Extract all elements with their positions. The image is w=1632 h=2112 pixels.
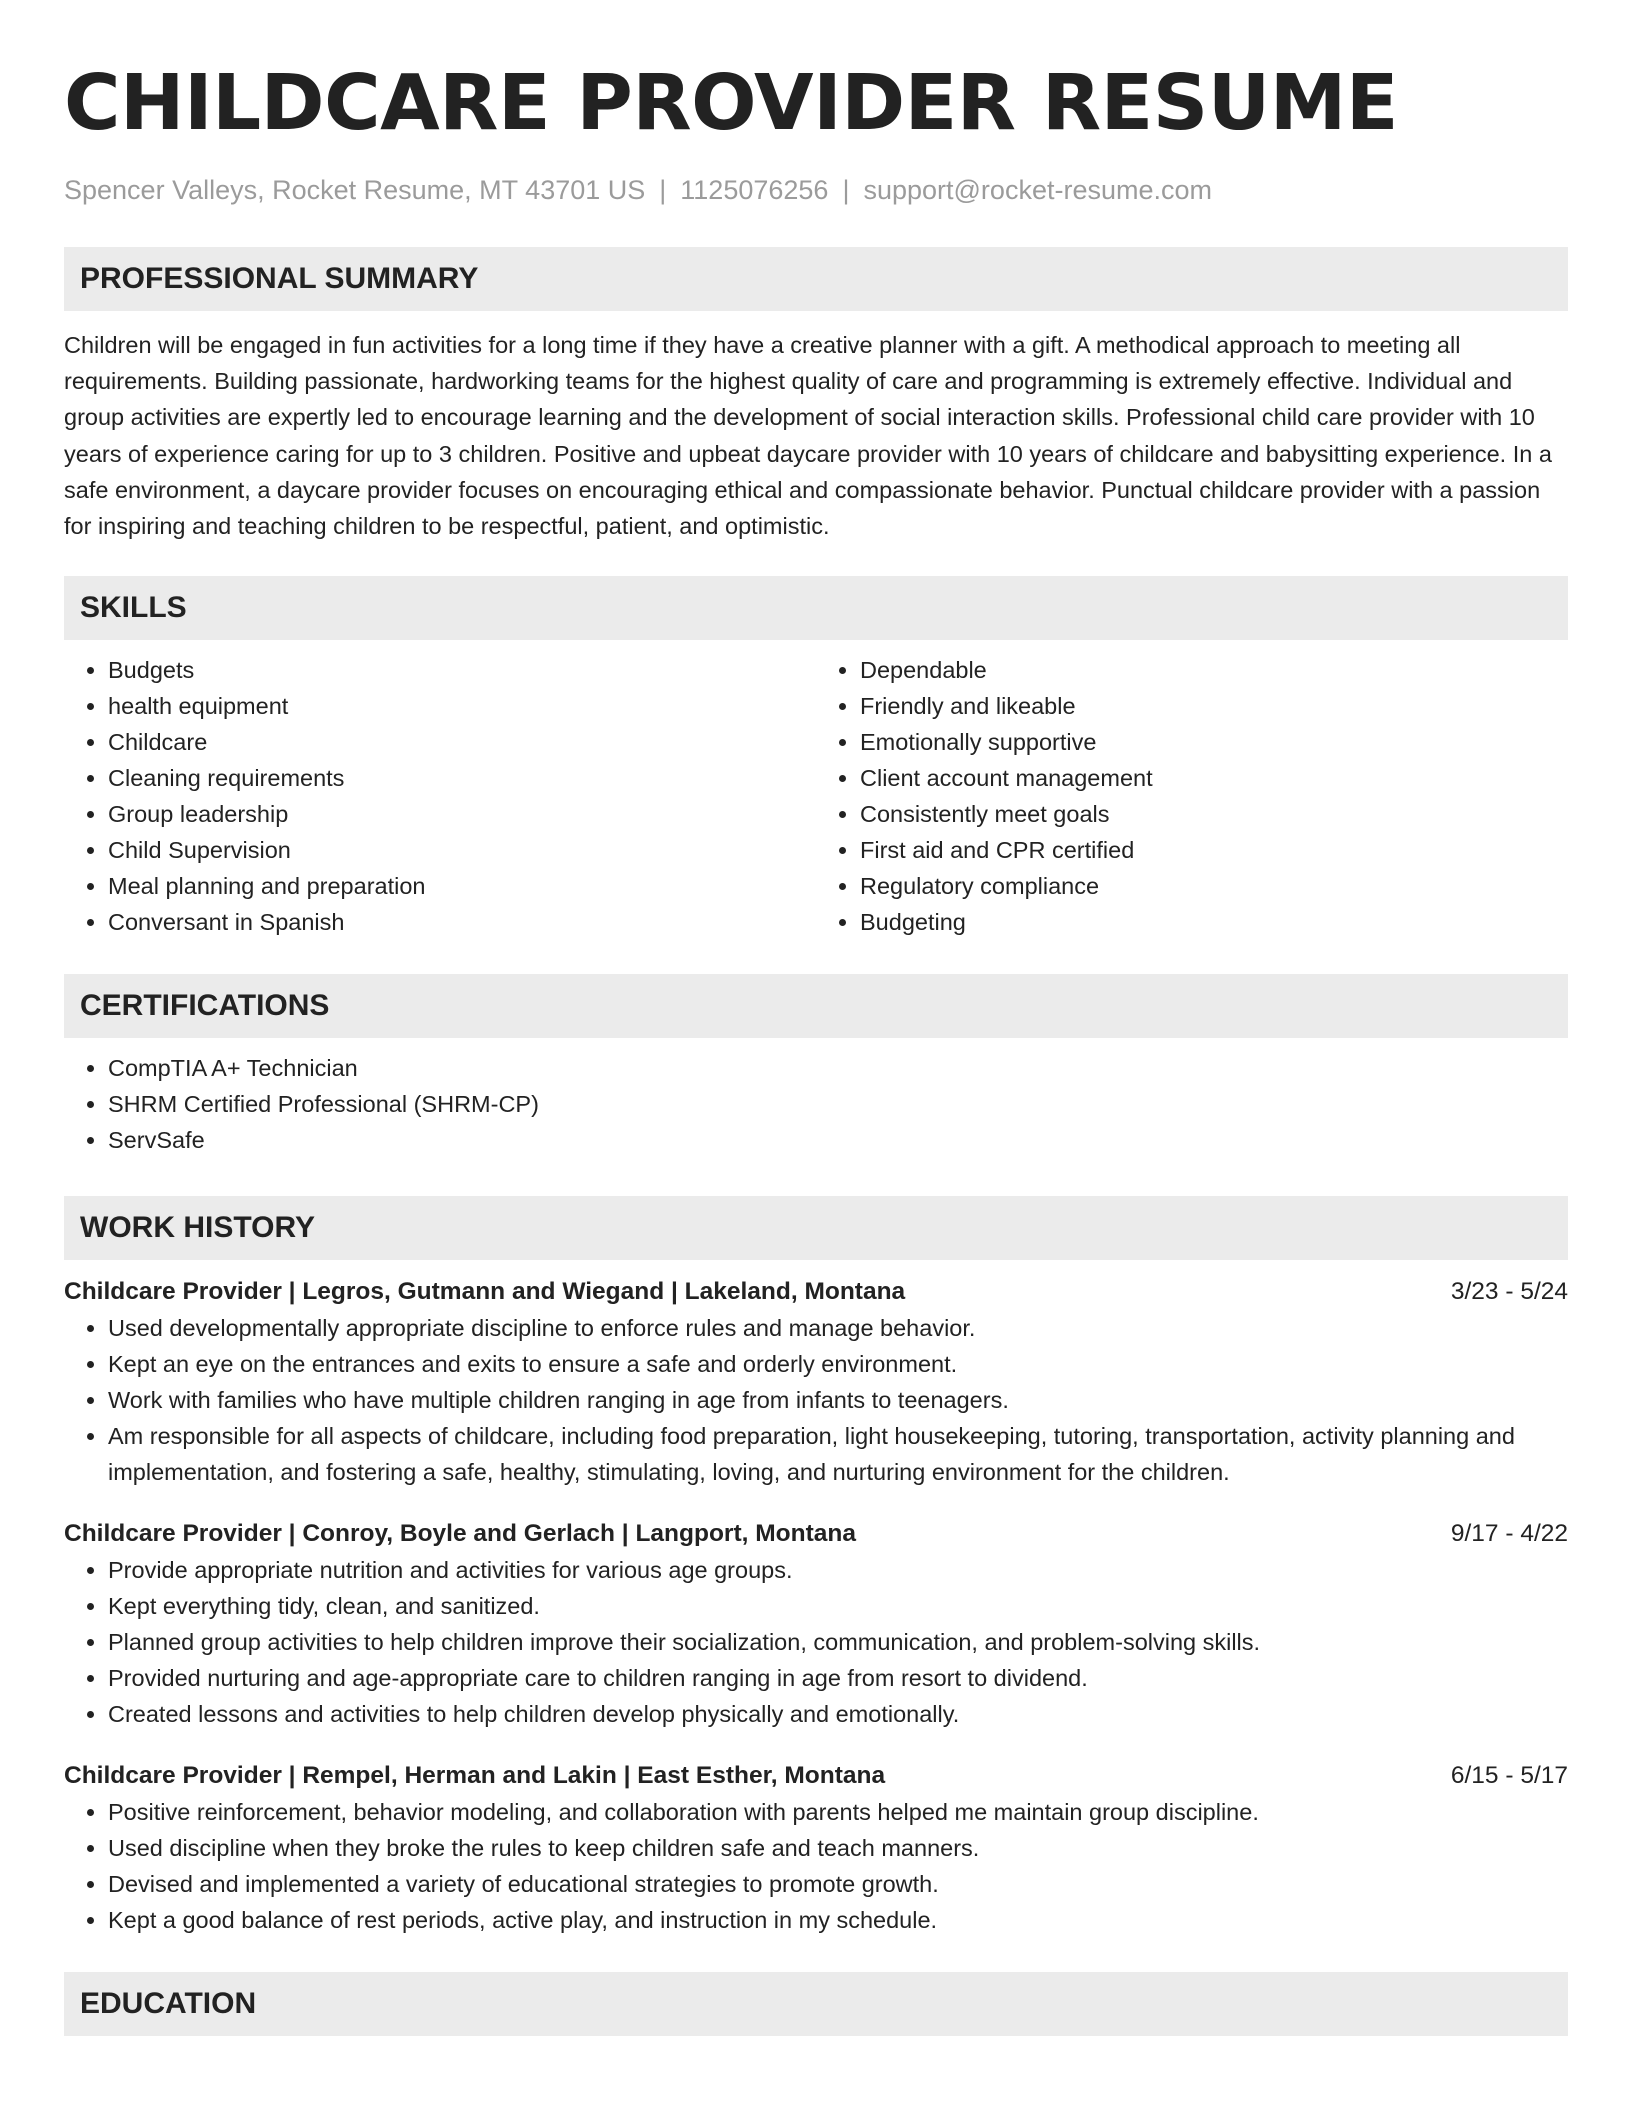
certification-item: • ServSafe — [108, 1122, 1568, 1158]
job-bullet: • Created lessons and activities to help children develop physically and emotionally. — [108, 1696, 1568, 1732]
job-bullet: • Am responsible for all aspects of childcare, including food preparation, light housekeeping, tutoring, transportation, activity planning and implementation, and fostering a safe, healthy, stimulating, loving, and nurturing environment for the children. — [108, 1418, 1568, 1490]
job-bullet: • Planned group activities to help children improve their socialization, communication, and problem-solving skills. — [108, 1624, 1568, 1660]
job-title: Childcare Provider | Legros, Gutmann and Wiegand | Lakeland, Montana — [64, 1278, 906, 1306]
skill-item: • Cleaning requirements — [108, 760, 816, 796]
job-bullets — [64, 1794, 1568, 1938]
job-bullet: • Positive reinforcement, behavior modeling, and collaboration with parents helped me maintain group discipline. — [108, 1794, 1568, 1830]
job-bullet: • Kept a good balance of rest periods, active play, and instruction in my schedule. — [108, 1902, 1568, 1938]
job-bullet: • Provide appropriate nutrition and activities for various age groups. — [108, 1552, 1568, 1588]
job-entry — [64, 1516, 1568, 1732]
skill-item: • Childcare — [108, 724, 816, 760]
certification-item: • SHRM Certified Professional (SHRM-CP) — [108, 1086, 1568, 1122]
contact-address: Spencer Valleys, Rocket Resume, MT 43701 US — [64, 175, 646, 205]
skill-item: • Meal planning and preparation — [108, 868, 816, 904]
section-header-skills: SKILLS — [64, 576, 1568, 640]
skill-item: • Friendly and likeable — [860, 688, 1568, 724]
skills-list — [64, 652, 1568, 940]
job-bullet: • Devised and implemented a variety of educational strategies to promote growth. — [108, 1866, 1568, 1902]
contact-phone: 1125076256 — [680, 175, 829, 205]
job-dates: 6/15 - 5/17 — [1450, 1762, 1568, 1790]
job-dates: 3/23 - 5/24 — [1450, 1278, 1568, 1306]
job-header — [64, 1274, 1568, 1310]
skill-item: • health equipment — [108, 688, 816, 724]
skill-item: • Child Supervision — [108, 832, 816, 868]
skill-item: • Regulatory compliance — [860, 868, 1568, 904]
section-header-summary: PROFESSIONAL SUMMARY — [64, 247, 1568, 311]
job-bullet: • Work with families who have multiple children ranging in age from infants to teenagers. — [108, 1382, 1568, 1418]
job-bullet: • Used discipline when they broke the rules to keep children safe and teach manners. — [108, 1830, 1568, 1866]
job-header — [64, 1516, 1568, 1552]
section-header-work-history: WORK HISTORY — [64, 1196, 1568, 1260]
job-title: Childcare Provider | Conroy, Boyle and Gerlach | Langport, Montana — [64, 1520, 856, 1548]
job-bullets — [64, 1310, 1568, 1490]
skill-item: • Budgeting — [860, 904, 1568, 940]
skill-item: • Emotionally supportive — [860, 724, 1568, 760]
certifications-list — [64, 1050, 1568, 1158]
job-entry — [64, 1758, 1568, 1938]
job-header — [64, 1758, 1568, 1794]
job-bullet: • Provided nurturing and age-appropriate care to children ranging in age from resort to dividend. — [108, 1660, 1568, 1696]
job-bullet: • Used developmentally appropriate discipline to enforce rules and manage behavior. — [108, 1310, 1568, 1346]
job-dates: 9/17 - 4/22 — [1450, 1520, 1568, 1548]
skill-item: • Consistently meet goals — [860, 796, 1568, 832]
skill-item: • First aid and CPR certified — [860, 832, 1568, 868]
skill-item: • Budgets — [108, 652, 816, 688]
certification-item: • CompTIA A+ Technician — [108, 1050, 1568, 1086]
contact-separator: | — [659, 175, 667, 205]
job-bullet: • Kept an eye on the entrances and exits to ensure a safe and orderly environment. — [108, 1346, 1568, 1382]
skill-item: • Group leadership — [108, 796, 816, 832]
contact-email: support@rocket-resume.com — [863, 175, 1212, 205]
job-bullets — [64, 1552, 1568, 1732]
skill-item: • Conversant in Spanish — [108, 904, 816, 940]
skills-column-right — [816, 652, 1568, 940]
skill-item: • Client account management — [860, 760, 1568, 796]
contact-separator: | — [842, 175, 850, 205]
summary-text: Children will be engaged in fun activities for a long time if they have a creative planner with a gift. A methodical approach to meeting all requirements. Building passionate, hardworking teams for the highest quality of care and programming is extremely effective. Individual and group activities are expertly led to encourage learning and the development of social interaction skills. Professional child care provider with 10 years of experience caring for up to 3 children. Positive and upbeat daycare provider with 10 years of childcare and babysitting experience. In a safe environment, a daycare provider focuses on encouraging ethical and compassionate behavior. Punctual childcare provider with a passion for inspiring and teaching children to be respectful, patient, and optimistic. — [64, 332, 1552, 540]
section-header-education: EDUCATION — [64, 1972, 1568, 2036]
resume-title: CHILDCARE PROVIDER RESUME — [64, 59, 1398, 148]
section-header-certifications: CERTIFICATIONS — [64, 974, 1568, 1038]
contact-line — [64, 172, 1568, 208]
skills-column-left — [64, 652, 816, 940]
job-title: Childcare Provider | Rempel, Herman and Lakin | East Esther, Montana — [64, 1762, 886, 1790]
job-bullet: • Kept everything tidy, clean, and sanitized. — [108, 1588, 1568, 1624]
job-entry — [64, 1274, 1568, 1490]
skill-item: • Dependable — [860, 652, 1568, 688]
